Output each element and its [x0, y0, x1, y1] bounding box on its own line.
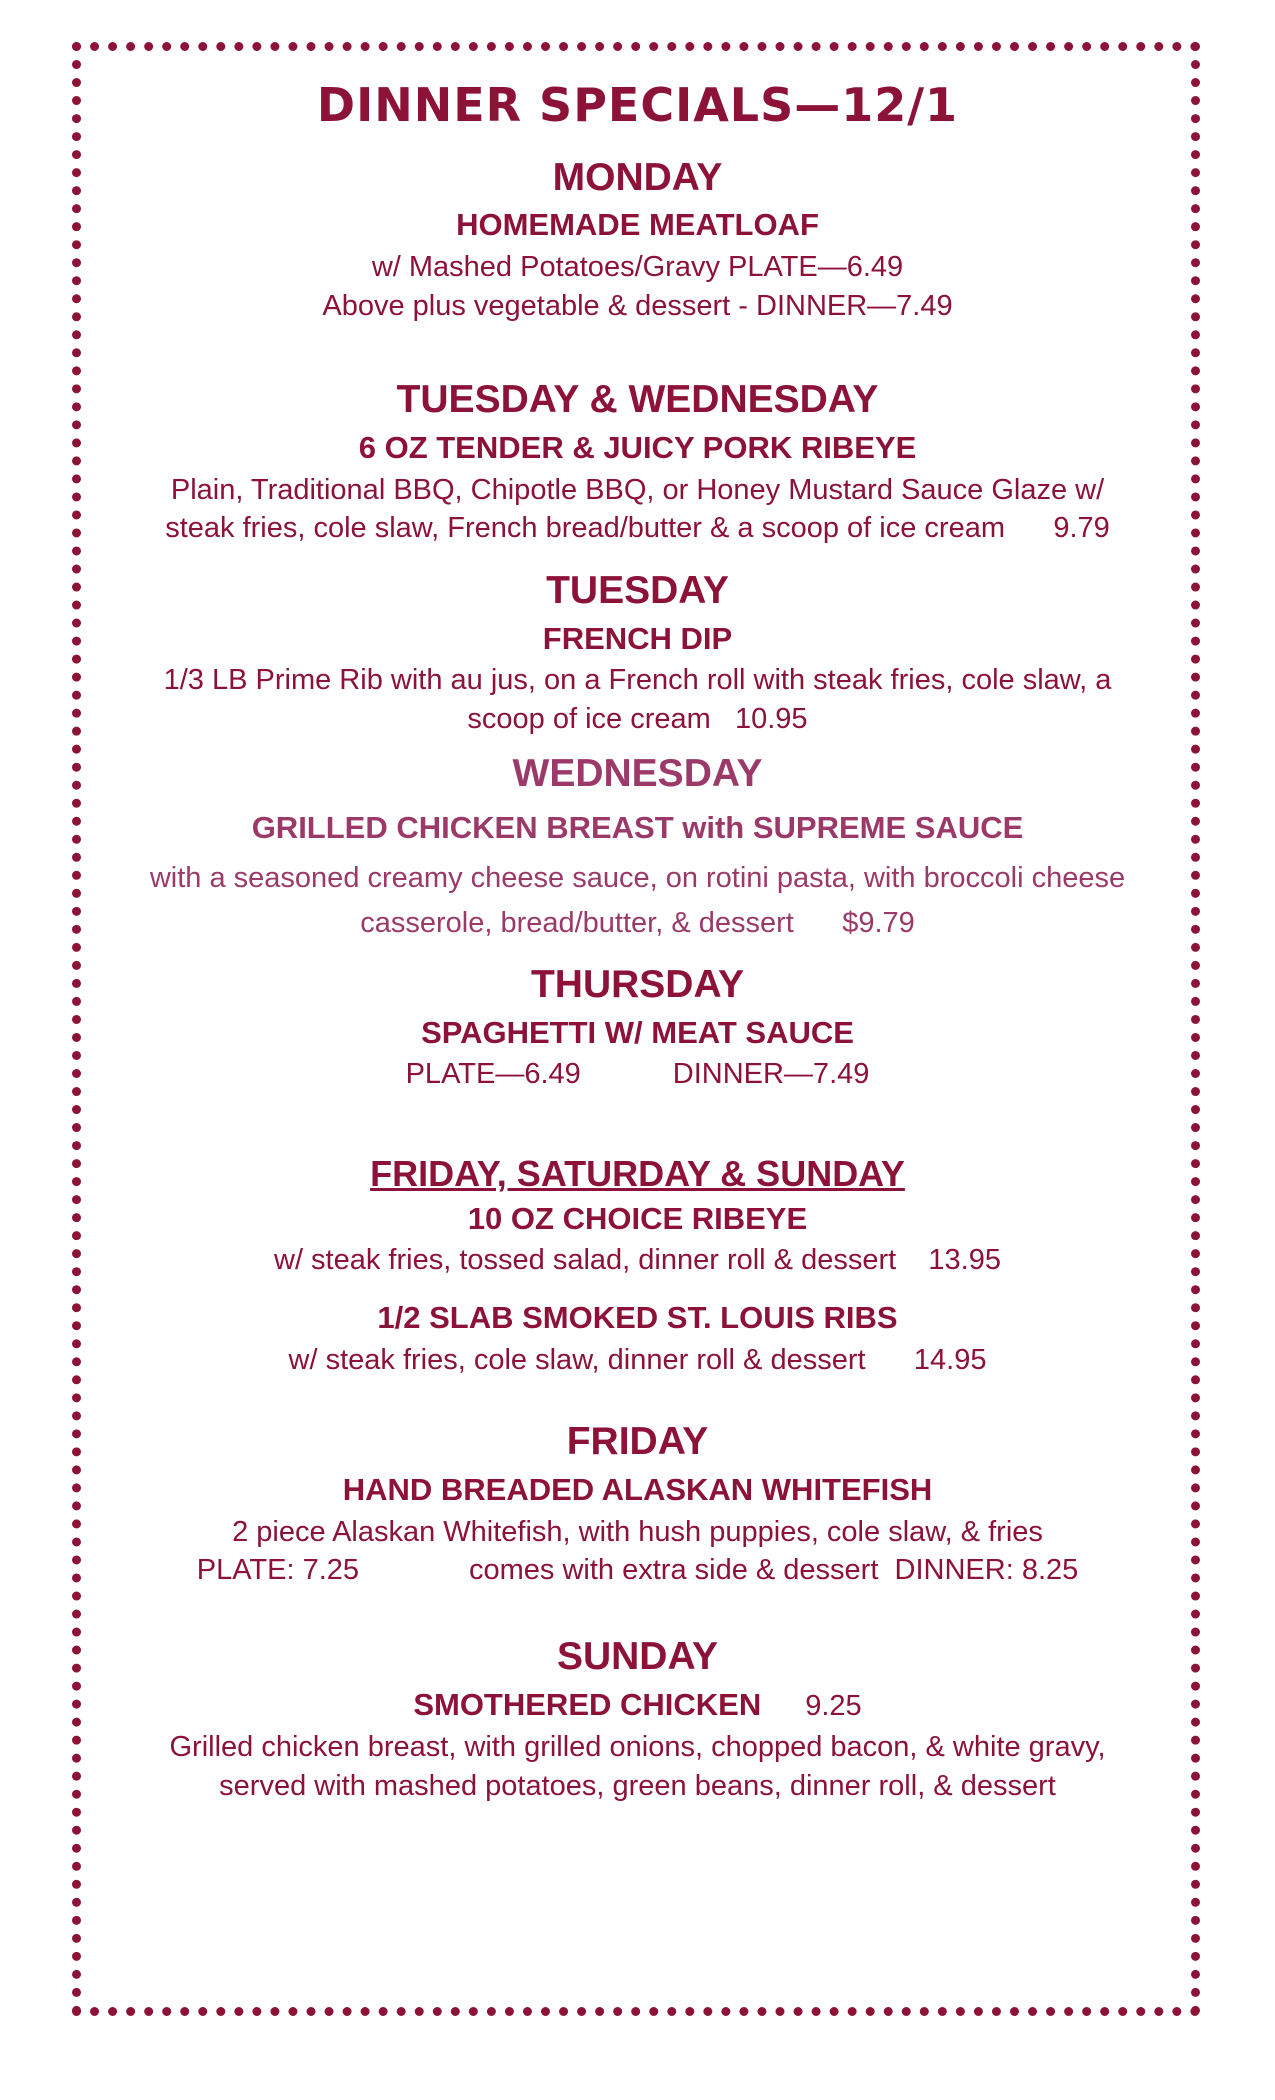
dish-name: 1/2 SLAB SMOKED ST. LOUIS RIBS: [377, 1300, 898, 1336]
section-tuesday: [96, 568, 1179, 739]
day-heading: FRIDAY: [566, 1420, 709, 1464]
dish-description: with a seasoned creamy cheese sauce, on rotini pasta, with broccoli cheese: [149, 862, 1126, 895]
plate-price: PLATE: 7.25: [196, 1554, 360, 1587]
dish-name-row: [96, 1685, 1179, 1726]
menu-content: [96, 80, 1179, 1805]
dish-name: GRILLED CHICKEN BREAST with SUPREME SAUCE: [251, 809, 1024, 845]
section-friday: [96, 1419, 1179, 1590]
day-heading: SUNDAY: [556, 1635, 719, 1679]
dish-description: served with mashed potatoes, green beans, dinner roll, & dessert: [219, 1769, 1056, 1802]
dish-name: SPAGHETTI W/ MEAT SAUCE: [421, 1014, 854, 1050]
section-wednesday: [96, 751, 1179, 946]
day-heading: MONDAY: [552, 155, 723, 199]
dish-price: 14.95: [913, 1343, 987, 1376]
dish-name: SMOTHERED CHICKEN: [413, 1687, 762, 1723]
dish-price: 9.79: [1053, 512, 1110, 545]
dish-price: $9.79: [842, 907, 915, 940]
dish-description: [96, 1241, 1179, 1280]
day-heading: TUESDAY & WEDNESDAY: [396, 378, 879, 422]
dish-description: Above plus vegetable & dessert - DINNER—7.49: [322, 289, 953, 322]
dish-description: Grilled chicken breast, with grilled onions, chopped bacon, & white gravy,: [169, 1730, 1106, 1763]
day-heading: TUESDAY: [546, 569, 729, 613]
dish-description: [96, 1055, 1179, 1094]
plate-price: PLATE—6.49: [405, 1058, 581, 1091]
description-text: w/ steak fries, tossed salad, dinner roll & dessert: [274, 1244, 897, 1277]
day-heading: FRIDAY, SATURDAY & SUNDAY: [370, 1152, 905, 1194]
description-text: w/ steak fries, cole slaw, dinner roll & dessert: [288, 1343, 866, 1376]
description-text: scoop of ice cream: [467, 703, 711, 736]
dish-description: [96, 509, 1179, 548]
dish-name: FRENCH DIP: [542, 621, 733, 657]
day-heading: THURSDAY: [530, 963, 745, 1006]
section-weekend: [96, 1152, 1179, 1380]
dish-name: 6 OZ TENDER & JUICY PORK RIBEYE: [358, 430, 917, 466]
dish-description: 2 piece Alaskan Whitefish, with hush puppies, cole slaw, & fries: [232, 1515, 1043, 1548]
section-tuesday-wednesday: [96, 377, 1179, 548]
dish-description: [96, 700, 1179, 739]
dish-description: [96, 1341, 1179, 1380]
section-thursday: [96, 962, 1179, 1094]
dinner-price: DINNER—7.49: [672, 1058, 870, 1091]
dish-name: 10 OZ CHOICE RIBEYE: [467, 1201, 808, 1237]
dish-name: HAND BREADED ALASKAN WHITEFISH: [342, 1472, 933, 1508]
dish-price: 10.95: [734, 703, 808, 736]
dish-description: Plain, Traditional BBQ, Chipotle BBQ, or Honey Mustard Sauce Glaze w/: [170, 473, 1105, 506]
description-text: casserole, bread/butter, & dessert: [360, 907, 794, 940]
dish-description: 1/3 LB Prime Rib with au jus, on a French roll with steak fries, cole slaw, a: [163, 664, 1112, 697]
dish-name: HOMEMADE MEATLOAF: [456, 207, 819, 243]
dinner-price: DINNER: 8.25: [894, 1554, 1079, 1587]
day-heading: WEDNESDAY: [512, 752, 763, 796]
section-monday: [96, 155, 1179, 326]
dish-description: w/ Mashed Potatoes/Gravy PLATE—6.49: [371, 250, 904, 283]
dish-description: [96, 1551, 1179, 1590]
description-text: steak fries, cole slaw, French bread/butter & a scoop of ice cream: [165, 512, 1005, 545]
menu-title: DINNER SPECIALS—12/1: [316, 78, 959, 132]
dish-price: 9.25: [805, 1690, 862, 1723]
dish-description: [96, 901, 1179, 946]
dish-price: 13.95: [928, 1244, 1001, 1277]
description-text: comes with extra side & dessert: [469, 1554, 879, 1587]
section-sunday: [96, 1634, 1179, 1805]
